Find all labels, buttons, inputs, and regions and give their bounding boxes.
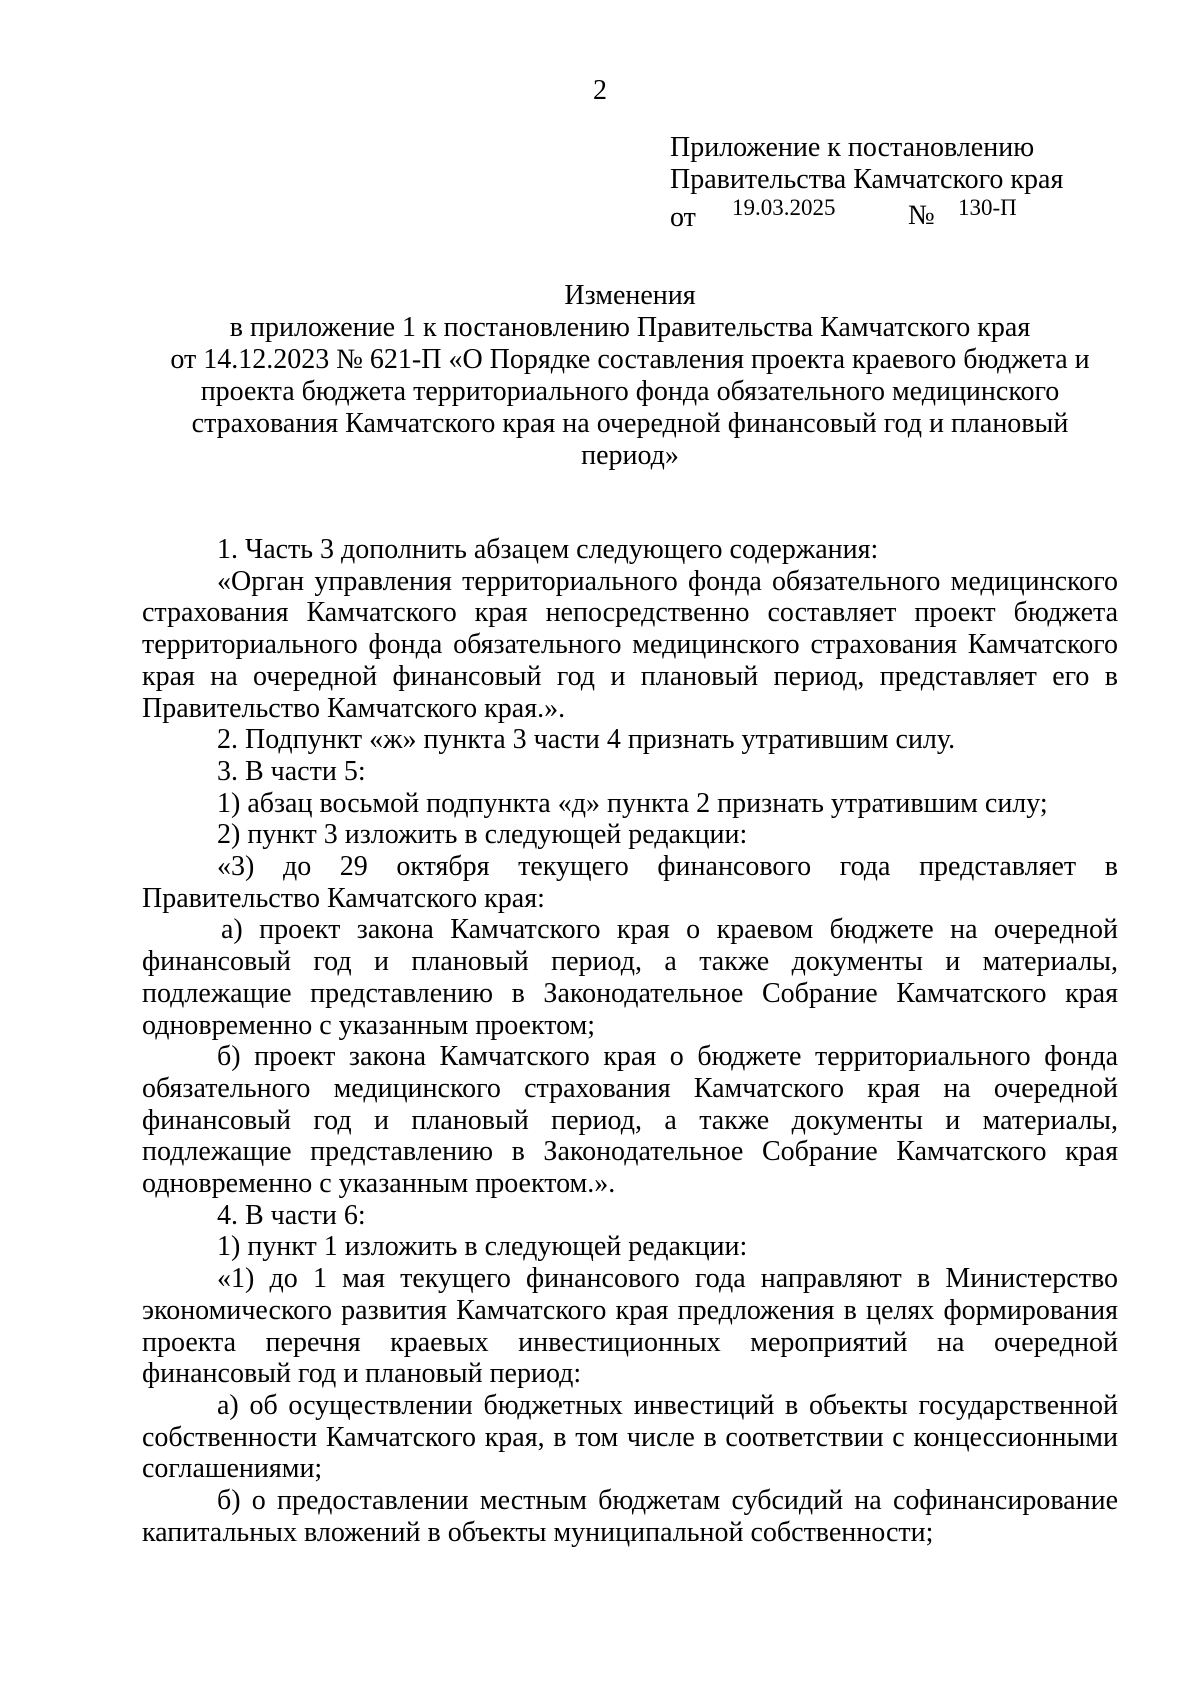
appendix-meta	[670, 196, 1063, 236]
title-line-1: Изменения	[564, 280, 696, 311]
paragraph: 1. Часть 3 дополнить абзацем следующего содержания:	[217, 534, 879, 565]
appendix-line-2: Правительства Камчатского края	[670, 164, 1064, 195]
paragraph: а) проект закона Камчатского края о краевом бюджете на очередной финансовый год и плановый период, а также документы и материалы, подлежащие представлению в Законодательное Собрание Камчатского края одновременно с указанным проектом;	[142, 914, 1118, 1041]
document-body	[142, 534, 1118, 1549]
paragraph: 3. В части 5:	[217, 755, 366, 787]
paragraph: «Орган управления территориального фонда обязательного медицинского страхования Камчатского края непосредственно составляет проект бюджета территориального фонда обязательного медицинского страхования Камчатского края на очередной финансовый год и плановый период, представляет его в Правительство Камчатского края.».	[142, 565, 1118, 724]
paragraph: 2. Подпункт «ж» пункта 3 части 4 признать утратившим силу.	[217, 724, 956, 756]
title-line-2: в приложение 1 к постановлению Правительства Камчатского края	[229, 312, 1031, 343]
number-label: №	[908, 200, 935, 231]
paragraph: 2) пункт 3 изложить в следующей редакции:	[217, 819, 748, 851]
title-line-5: страхования Камчатского края на очередной финансовый год и плановый	[191, 408, 1069, 439]
paragraph: б) проект закона Камчатского края о бюджете территориального фонда обязательного медицинского страхования Камчатского края на очередной финансовый год и плановый период, а также документы и материалы, подлежащие представлению в Законодательное Собрание Камчатского края одновременно с указанным проектом.».	[142, 1041, 1118, 1200]
paragraph: «1) до 1 мая текущего финансового года направляют в Министерство экономического развития Камчатского края предложения в целях формирования проекта перечня краевых инвестиционных мероприятий на очередной финансовый год и плановый период:	[142, 1263, 1118, 1390]
appendix-line-1: Приложение к постановлению	[670, 132, 1035, 163]
title-line-4: проекта бюджета территориального фонда обязательного медицинского	[200, 376, 1060, 407]
resolution-date: 19.03.2025	[732, 195, 836, 220]
page-number: 2	[593, 75, 607, 106]
resolution-number: 130-П	[958, 195, 1017, 220]
paragraph: 1) пункт 1 изложить в следующей редакции:	[217, 1231, 748, 1263]
paragraph: 4. В части 6:	[217, 1199, 366, 1231]
title-line-6: период»	[581, 440, 679, 471]
paragraph: 1) абзац восьмой подпункта «д» пункта 2 признать утратившим силу;	[217, 787, 1048, 819]
date-label: от	[670, 202, 696, 233]
title-line-3: от 14.12.2023 № 621-П «О Порядке составления проекта краевого бюджета и	[170, 344, 1090, 375]
paragraph: б) о предоставлении местным бюджетам субсидий на софинансирование капитальных вложений в объекты муниципальной собственности;	[142, 1485, 1118, 1548]
paragraph: «3) до 29 октября текущего финансового года представляет в Правительство Камчатского края:	[142, 851, 1118, 914]
appendix-header	[670, 132, 1063, 236]
document-title	[140, 280, 1120, 472]
paragraph: а) об осуществлении бюджетных инвестиций в объекты государственной собственности Камчатского края, в том числе в соответствии с концессионными соглашениями;	[142, 1389, 1118, 1485]
